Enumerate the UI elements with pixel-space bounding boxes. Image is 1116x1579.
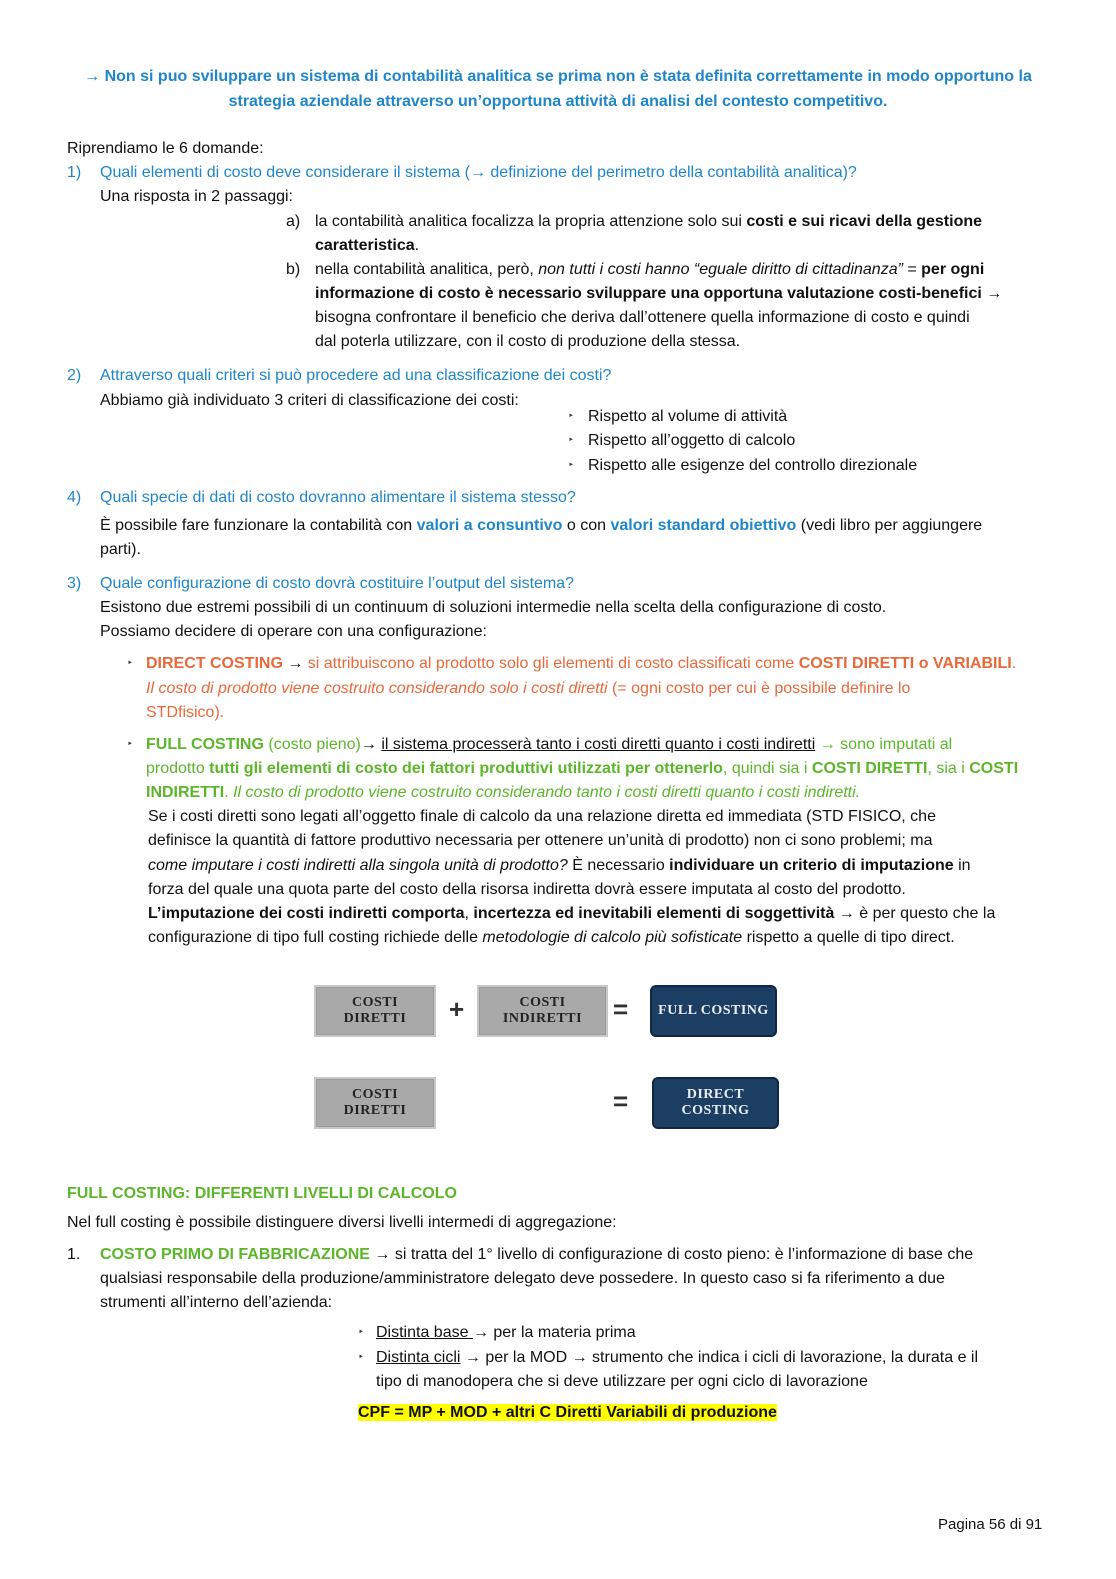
q2-criterion-2: Rispetto all’oggetto di calcolo [588,432,796,449]
intro-note [60,64,1056,114]
costi-indiretti-box: COSTI INDIRETTI [477,985,608,1037]
direct-costing-line-2: Il costo di prodotto viene costruito considerando solo i costi diretti (= ogni costo per cui è possibile definire lo [146,680,911,697]
q3-number: 3) [67,575,82,592]
q1-b-line-4: dal poterla utilizzare, con il costo di produzione della stessa. [315,333,741,350]
q2-criterion-1: Rispetto al volume di attività [588,408,788,425]
q4-line-1: È possibile fare funzionare la contabilità con valori a consuntivo o con valori standard obiettivo (vedi libro per aggiungere [100,517,983,534]
direct-costing-line-3: STDfisico). [146,704,225,721]
q1-b-line-3: bisogna confrontare il beneficio che deriva dall’ottenere quella informazione di costo e quindi [315,309,970,326]
full-costing-para-3: come imputare i costi indiretti alla singola unità di prodotto? È necessario individuare un criterio di imputazione in [148,857,971,874]
plus-sign: + [449,994,465,1024]
item-1-line-2: qualsiasi responsabile della produzione/amministratore delegato deve possedere. In questo caso si fa riferimento a due [100,1270,945,1287]
q1-a-line-1: la contabilità analitica focalizza la propria attenzione solo sui costi e sui ricavi della gestione [315,213,983,230]
intro-line-1: → Non si puo sviluppare un sistema di contabilità analitica se prima non è stata definita correttamente in modo opportuno la [84,68,1032,85]
costi-diretti-box-2: COSTI DIRETTI [314,1077,436,1129]
equals-sign-2: = [613,1086,629,1116]
bullet-icon: ‣ [358,1327,364,1338]
direct-costing-line-1: DIRECT COSTING → si attribuiscono al prodotto solo gli elementi di costo classificati come COSTI DIRETTI o VARIABILI. [146,655,1017,672]
full-costing-para-2: definisce la quantità di fattore produttivo necessaria per ottenere un’unità di prodotto) non ci sono problemi; ma [148,832,933,849]
item-1-line-3: strumenti all’interno dell’azienda: [100,1294,333,1311]
intro-line-2: strategia aziendale attraverso un’opportuna attività di analisi del contesto competitivo. [228,93,888,110]
item-1-line-1: COSTO PRIMO DI FABBRICAZIONE → si tratta del 1° livello di configurazione di costo pieno: è l’informazione di base che [100,1246,974,1263]
formula-cpf: CPF = MP + MOD + altri C Diretti Variabili di produzione [358,1404,777,1421]
q1-question: Quali elementi di costo deve considerare il sistema (→ definizione del perimetro della contabilità analitica)? [100,164,857,181]
q1-number: 1) [67,164,82,181]
q1-b-line-1: nella contabilità analitica, però, non tutti i costi hanno “eguale diritto di cittadinanza” = per ogni [315,261,985,278]
q2-question: Attraverso quali criteri si può procedere ad una classificazione dei costi? [100,367,612,384]
full-costing-para-4: forza del quale una quota parte del costo della risorsa indiretta dovrà essere imputata al costo del prodotto. [148,881,906,898]
full-costing-line-3: INDIRETTI. Il costo di prodotto viene costruito considerando tanto i costi diretti quanto i costi indiretti. [146,784,861,801]
bullet-icon: ‣ [127,658,133,669]
full-costing-para-6: configurazione di tipo full costing richiede delle metodologie di calcolo più sofisticate rispetto a quelle di tipo direct. [148,929,955,946]
full-costing-box: FULL COSTING [650,985,777,1037]
q2-criterion-3: Rispetto alle esigenze del controllo direzionale [588,457,918,474]
bullet-icon: ‣ [568,411,574,422]
q1-subtitle: Una risposta in 2 passaggi: [100,188,293,205]
costi-diretti-box: COSTI DIRETTI [314,985,436,1037]
page-number: Pagina 56 di 91 [938,1516,1043,1533]
section-heading: FULL COSTING: DIFFERENTI LIVELLI DI CALCOLO [67,1185,457,1202]
q3-line-2: Possiamo decidere di operare con una configurazione: [100,623,487,640]
tool-distinta-base: Distinta base → per la materia prima [376,1324,636,1341]
bullet-icon: ‣ [358,1352,364,1363]
q3-question: Quale configurazione di costo dovrà costituire l’output del sistema? [100,575,575,592]
q3-line-1: Esistono due estremi possibili di un continuum di soluzioni intermedie nella scelta della configurazione di costo. [100,599,887,616]
q2-number: 2) [67,367,82,384]
full-costing-para-5: L’imputazione dei costi indiretti comporta, incertezza ed inevitabili elementi di soggettività → è per questo che la [148,905,996,922]
q4-line-2: parti). [100,541,141,558]
q1-a-label: a) [286,213,301,230]
q4-question: Quali specie di dati di costo dovranno alimentare il sistema stesso? [100,489,576,506]
tool-distinta-cicli: Distinta cicli → per la MOD → strumento che indica i cicli di lavorazione, la durata e il [376,1349,979,1366]
equals-sign: = [613,994,629,1024]
bullet-icon: ‣ [127,739,133,750]
section-intro: Nel full costing è possibile distinguere diversi livelli intermedi di aggregazione: [67,1214,617,1231]
q1-b-label: b) [286,261,301,278]
item-1-number: 1. [67,1246,81,1263]
tool-distinta-cicli-line-2: tipo di manodopera che si deve utilizzare per ogni ciclo di lavorazione [376,1373,868,1390]
bullet-icon: ‣ [568,460,574,471]
direct-costing-box: DIRECT COSTING [652,1077,779,1129]
q1-b-line-2: informazione di costo è necessario sviluppare una opportuna valutazione costi-benefici → [315,285,1003,302]
q1-a-line-2: caratteristica. [315,237,420,254]
full-costing-para-1: Se i costi diretti sono legati all’oggetto finale di calcolo da una relazione diretta ed immediata (STD FISICO, che [148,808,936,825]
full-costing-line-1: FULL COSTING (costo pieno)→ il sistema processerà tanto i costi diretti quanto i costi indiretti → sono imputati al [146,736,953,753]
paragraph-riprendiamo: Riprendiamo le 6 domande: [67,140,264,157]
q4-number: 4) [67,489,82,506]
q2-subtitle: Abbiamo già individuato 3 criteri di classificazione dei costi: [100,392,519,409]
full-costing-line-2: prodotto tutti gli elementi di costo dei fattori produttivi utilizzati per ottenerlo, quindi sia i COSTI DIRETTI, sia i COSTI [146,760,1019,777]
bullet-icon: ‣ [568,435,574,446]
